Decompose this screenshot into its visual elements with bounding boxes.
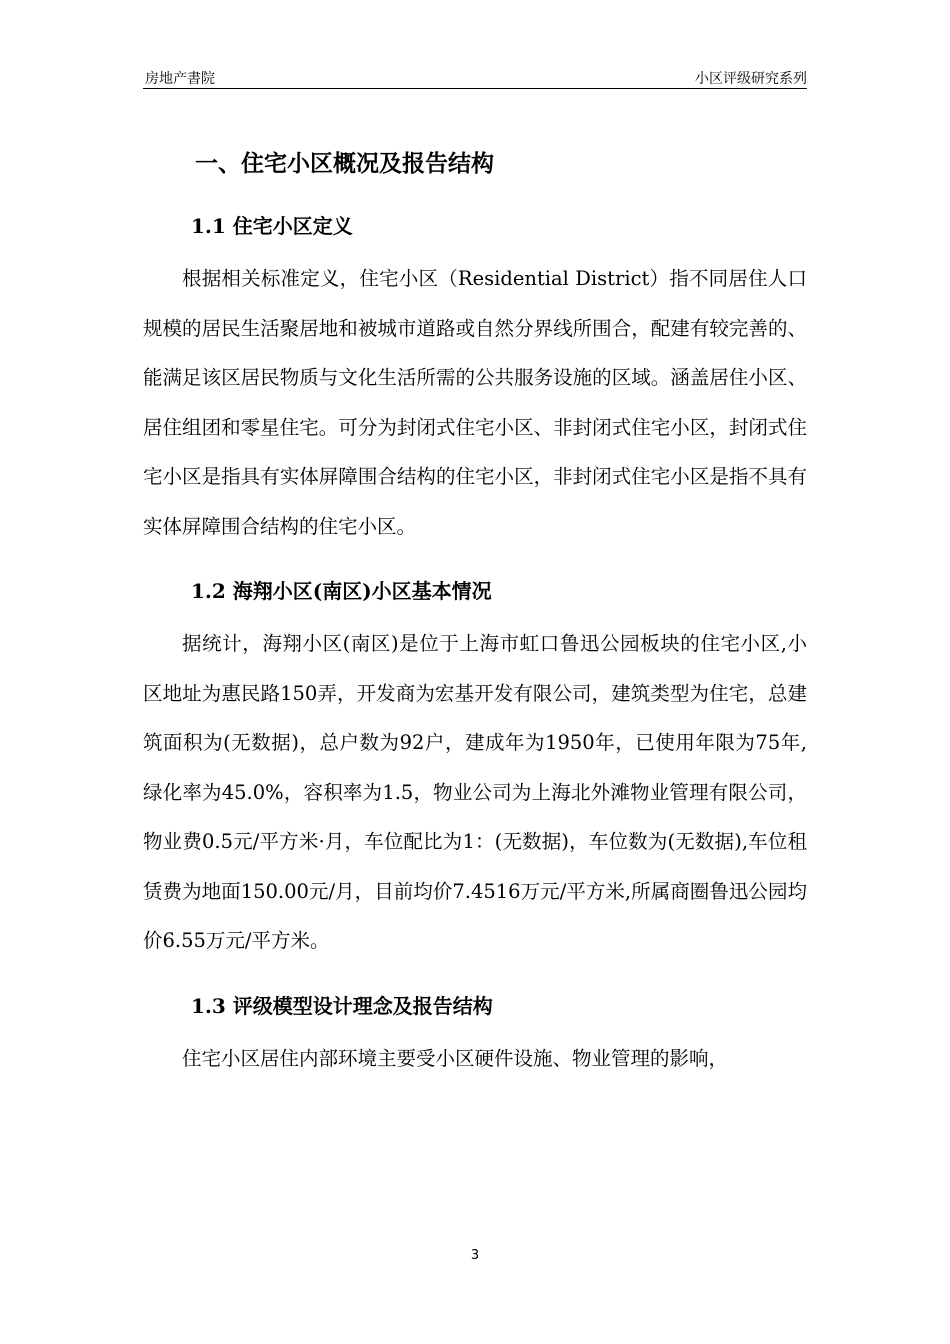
section-title-1-2: 1.2 海翔小区(南区)小区基本情况 [191,579,492,603]
header-divider [143,88,807,89]
section-paragraph-1-1: 根据相关标准定义，住宅小区（Residential District）指不同居住人口规模的居民生活聚居地和被城市道路或自然分界线所围合，配建有较完善的、能满足该区居民物质与文化生活所需的公共服务设施的区域。涵盖居住小区、居住组团和零星住宅。可分为封闭式住宅小区、非封闭式住宅小区，封闭式住宅小区是指具有实体屏障围合结构的住宅小区，非封闭式住宅小区是指不具有实体屏障围合结构的住宅小区。 [143,267,807,538]
page-header [143,64,807,90]
header-series: 小区评级研究系列 [695,71,807,87]
page-number: 3 [470,1248,480,1263]
document-body [143,140,807,1083]
header-publisher: 房地产書院 [145,71,215,87]
section-paragraph-1-2: 据统计，海翔小区(南区)是位于上海市虹口鲁迅公园板块的住宅小区,小区地址为惠民路150弄，开发商为宏基开发有限公司，建筑类型为住宅，总建筑面积为(无数据)，总户数为92户，建成年为1950年，已使用年限为75年,绿化率为45.0%，容积率为1.5，物业公司为上海北外滩物业管理有限公司，物业费0.5元/平方米·月，车位配比为1：(无数据)，车位数为(无数据),车位租赁费为地面150.00元/月，目前均价7.4516万元/平方米,所属商圈鲁迅公园均价6.55万元/平方米。 [143,632,807,952]
section-title-1-3: 1.3 评级模型设计理念及报告结构 [191,993,493,1018]
section-title-1-1: 1.1 住宅小区定义 [191,214,353,238]
section-paragraph-1-3: 住宅小区居住内部环境主要受小区硬件设施、物业管理的影响， [182,1046,729,1070]
chapter-title: 一、住宅小区概况及报告结构 [195,150,494,177]
